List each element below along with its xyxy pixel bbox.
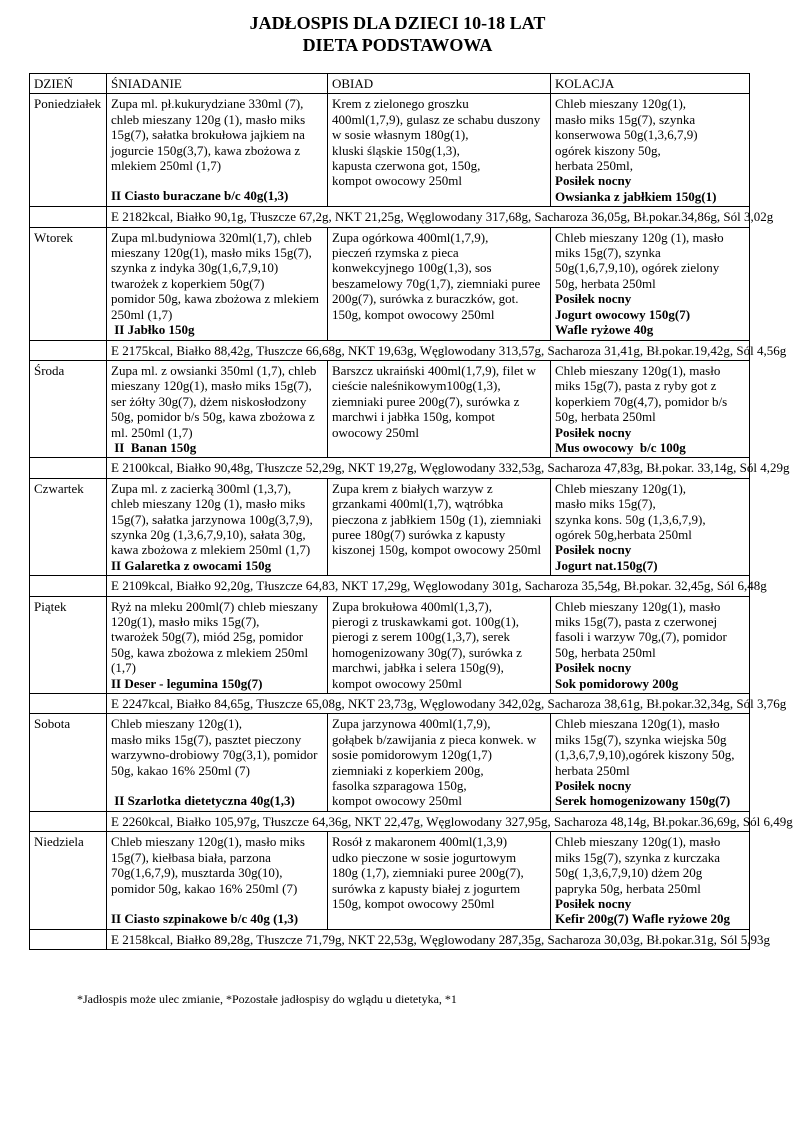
breakfast-cell-line: 70g(1,6,7,9), musztarda 30g(10), [111, 865, 283, 881]
lunch-cell-line: 150g, kompot owocowy 250ml [332, 895, 495, 911]
lunch-cell-line: marchwi, jabłka i selera 150g(9), [332, 660, 504, 676]
breakfast-cell-line: (1,7) [111, 660, 136, 676]
nutrition-summary: E 2247kcal, Białko 84,65g, Tłuszcze 65,08g, NKT 23,73g, Węglowodany 342,02g, Sacharoza 38,61g, Bł.pokar.32,34g, Sól 3,76g [107, 694, 750, 714]
dinner-cell-line: 50g, herbata 250ml [555, 275, 656, 291]
dinner-cell [551, 714, 750, 811]
breakfast-cell-line: ser żółty 30g(7), dżem niskosłodzony [111, 393, 307, 409]
lunch-cell-line: Zupa jarzynowa 400ml(1,7,9), [332, 716, 491, 732]
spacer [111, 173, 323, 188]
dinner-cell-line: koperkiem 70g(4,7), pomidor b/s [555, 393, 728, 409]
dinner-cell [551, 94, 750, 207]
day-name: Środa [30, 360, 107, 457]
breakfast-cell-bold-line: II Ciasto szpinakowe b/c 40g (1,3) [111, 910, 299, 926]
breakfast-cell [107, 94, 328, 207]
breakfast-cell-line: 50g, pomidor b/s 50g, kawa zbożowa z [111, 409, 315, 425]
dinner-cell-line: (1,3,6,7,9,10),ogórek kiszony 50g, [555, 747, 735, 763]
breakfast-cell-line: szynka z indyka 30g(1,6,7,9,10) [111, 260, 279, 276]
lunch-cell-line: udko pieczone w sosie jogurtowym [332, 849, 517, 865]
dinner-cell-bold-line: Posiłek nocny [555, 173, 632, 189]
breakfast-cell-line: Zupa ml. pł.kukurydziane 330ml (7), [111, 96, 304, 112]
dinner-cell-line: Chleb mieszany 120g (1), masło [555, 229, 724, 245]
dinner-cell-line: konserwowa 50g(1,3,6,7,9) [555, 127, 698, 143]
dinner-cell-bold-line: Mus owocowy b/c 100g [555, 439, 686, 455]
dinner-cell-bold-line: Owsianka z jabłkiem 150g(1) [555, 188, 717, 204]
breakfast-cell [107, 360, 328, 457]
breakfast-cell [107, 832, 328, 929]
dinner-cell [551, 832, 750, 929]
breakfast-cell-line: 250ml (1,7) [111, 306, 173, 322]
lunch-cell [328, 478, 551, 575]
breakfast-cell-line: pomidor 50g, kawa zbożowa z mlekiem [111, 291, 319, 307]
breakfast-cell-bold-line: II Szarlotka dietetyczna 40g(1,3) [111, 793, 295, 809]
breakfast-cell [107, 478, 328, 575]
dinner-cell-line: Chleb mieszana 120g(1), masło [555, 716, 720, 732]
lunch-cell-line: Zupa krem z białych warzyw z [332, 480, 493, 496]
day-name: Wtorek [30, 227, 107, 340]
lunch-cell-line: 200g(7), surówka z buraczków, got. [332, 291, 519, 307]
breakfast-cell-line: 120g(1), masło miks 15g(7), [111, 614, 260, 629]
dinner-cell-line: ogórek kiszony 50g, [555, 142, 661, 158]
nutrition-summary: E 2182kcal, Białko 90,1g, Tłuszcze 67,2g, NKT 21,25g, Węglowodany 317,68g, Sacharoza 36,05g, Bł.pokar.34,86g, Sól 3,02g [107, 207, 750, 227]
lunch-cell-line: gołąbek b/zawijania z pieca konwek. w [332, 731, 537, 747]
dinner-cell-bold-line: Jogurt nat.150g(7) [555, 557, 658, 573]
lunch-cell-line: w sosie własnym 180g(1), [332, 127, 469, 143]
breakfast-cell-bold-line: II Galaretka z owocami 150g [111, 557, 272, 573]
column-header-lunch: OBIAD [328, 74, 551, 94]
breakfast-cell [107, 714, 328, 811]
lunch-cell-line: owocowy 250ml [332, 424, 420, 440]
dinner-cell-line: miks 15g(7), szynka wiejska 50g [555, 731, 727, 747]
lunch-cell-line: ziemniaki z koperkiem 200g, [332, 762, 484, 778]
nutrition-spacer-cell [30, 929, 107, 949]
dinner-cell-line: Chleb mieszany 120g(1), masło [555, 362, 721, 378]
dinner-cell-bold-line: Posiłek nocny [555, 424, 632, 440]
nutrition-row [30, 929, 750, 949]
dinner-cell-bold-line: Posiłek nocny [555, 778, 632, 794]
dinner-cell-line: Chleb mieszany 120g(1), masło [555, 834, 721, 850]
nutrition-spacer-cell [30, 576, 107, 596]
breakfast-cell-line: Zupa ml. z zacierką 300ml (1,3,7), [111, 480, 292, 496]
title-line-2: DIETA PODSTAWOWA [302, 35, 493, 55]
day-row [30, 360, 750, 457]
nutrition-row [30, 458, 750, 478]
lunch-cell-line: pieczeń rzymska z pieca [332, 245, 459, 261]
dinner-cell-line: 50g( 1,3,6,7,9,10) dżem 20g [555, 865, 703, 881]
lunch-cell-line: konwekcyjnego 100g(1,3), sos [332, 260, 492, 276]
nutrition-row [30, 576, 750, 596]
lunch-cell-line: kompot owocowy 250ml [332, 173, 462, 189]
spacer [111, 896, 323, 911]
nutrition-spacer-cell [30, 694, 107, 714]
dinner-cell-line: 50g(1,6,7,9,10), ogórek zielony [555, 260, 720, 276]
page-title [0, 12, 795, 56]
dinner-cell-line: masło miks 15g(7), szynka [555, 111, 696, 127]
lunch-cell-line: cieście naleśnikowym100g(1,3), [332, 378, 501, 394]
breakfast-cell-line: mieszany 120g(1), masło miks 15g(7), [111, 245, 312, 261]
footnote: *Jadłospis może ulec zmianie, *Pozostałe jadłospisy do wglądu u dietetyka, *1 [77, 992, 457, 1006]
dinner-cell-bold-line: Posiłek nocny [555, 542, 632, 558]
breakfast-cell-line: twarożek 50g(7), miód 25g, pomidor [111, 629, 304, 645]
day-row [30, 714, 750, 811]
day-name: Piątek [30, 596, 107, 693]
lunch-cell-line: ziemniaki puree 200g(7), surówka z [332, 393, 520, 409]
lunch-cell [328, 94, 551, 207]
lunch-cell-line: grzankami 400ml(1,7), wątróbka [332, 496, 504, 512]
day-row [30, 227, 750, 340]
day-name: Poniedziałek [30, 94, 107, 207]
lunch-cell-line: pierogi z serem 100g(1,3,7), serek [332, 629, 510, 645]
lunch-cell-line: kluski śląskie 150g(1,3), [332, 142, 460, 158]
lunch-cell-line: surówka z kapusty białej z jogurtem [332, 880, 521, 896]
breakfast-cell-line: Chleb mieszany 120g(1), masło miks [111, 834, 305, 850]
breakfast-cell-bold-line: II Ciasto buraczane b/c 40g(1,3) [111, 188, 289, 204]
dinner-cell-line: ogórek 50g,herbata 250ml [555, 526, 692, 542]
lunch-cell [328, 832, 551, 929]
menu-table [29, 73, 793, 950]
dinner-cell-line: miks 15g(7), szynka z kurczaka [555, 849, 720, 865]
menu-body [30, 94, 793, 950]
lunch-cell [328, 360, 551, 457]
nutrition-summary: E 2158kcal, Białko 89,28g, Tłuszcze 71,79g, NKT 22,53g, Węglowodany 287,35g, Sacharoza 30,03g, Bł.pokar.31g, Sól 5,93g [107, 929, 750, 949]
breakfast-cell-line: pomidor 50g, kakao 16% 250ml (7) [111, 880, 298, 896]
dinner-cell-line: herbata 250ml [555, 762, 630, 778]
breakfast-cell-line: Zupa ml.budyniowa 320ml(1,7), chleb [111, 229, 312, 245]
lunch-cell-line: Zupa brokułowa 400ml(1,3,7), [332, 598, 492, 614]
breakfast-cell-line: Chleb mieszany 120g(1), [111, 716, 243, 732]
nutrition-spacer-cell [30, 207, 107, 227]
nutrition-spacer-cell [30, 458, 107, 478]
dinner-cell-bold-line: Serek homogenizowany 150g(7) [555, 793, 731, 809]
breakfast-cell-line: masło miks 15g(7), pasztet pieczony [111, 731, 302, 747]
dinner-cell-line: miks 15g(7), pasta z czerwonej [555, 614, 718, 629]
breakfast-cell-line: 50g, kakao 16% 250ml (7) [111, 762, 251, 778]
lunch-cell [328, 227, 551, 340]
lunch-cell-line: homogenizowany 30g(7), surówka z [332, 644, 522, 660]
lunch-cell-line: pierogi z truskawkami got. 100g(1), [332, 614, 520, 629]
lunch-cell-line: beszamelowy 70g(1,7), ziemniaki puree [332, 275, 541, 291]
lunch-cell-line: kompot owocowy 250ml [332, 675, 462, 691]
dinner-cell [551, 227, 750, 340]
day-row [30, 596, 750, 693]
lunch-cell [328, 596, 551, 693]
lunch-cell-line: sosie pomidorowym 120g(1,7) [332, 747, 492, 763]
breakfast-cell-line: szynka 20g (1,3,6,7,9,10), sałata 30g, [111, 526, 306, 542]
breakfast-cell-line: 50g, kawa zbożowa z mlekiem 250ml [111, 644, 309, 660]
dinner-cell-bold-line: Posiłek nocny [555, 291, 632, 307]
dinner-cell-bold-line: Sok pomidorowy 200g [555, 675, 679, 691]
day-row [30, 478, 750, 575]
breakfast-cell-line: Zupa ml. z owsianki 350ml (1,7), chleb [111, 362, 317, 378]
breakfast-cell-line: chleb mieszany 120g (1), masło miks [111, 496, 306, 512]
breakfast-cell-bold-line: II Banan 150g [111, 439, 197, 455]
breakfast-cell-line: ml. 250ml (1,7) [111, 424, 193, 440]
breakfast-cell-line: 15g(7), kiełbasa biała, parzona [111, 849, 271, 865]
lunch-cell-line: 150g, kompot owocowy 250ml [332, 306, 495, 322]
lunch-cell-line: Barszcz ukraiński 400ml(1,7,9), filet w [332, 362, 536, 378]
breakfast-cell-line: 15g(7), sałatka brokułowa jajkiem na [111, 127, 305, 143]
lunch-cell-line: 180g (1,7), ziemniaki puree 200g(7), [332, 865, 524, 881]
dinner-cell [551, 360, 750, 457]
breakfast-cell-line: chleb mieszany 120g (1), masło miks [111, 111, 306, 127]
breakfast-cell [107, 596, 328, 693]
lunch-cell-line: kiszonej 150g, kompot owocowy 250ml [332, 542, 542, 558]
lunch-cell-line: kompot owocowy 250ml [332, 793, 462, 809]
nutrition-summary: E 2260kcal, Białko 105,97g, Tłuszcze 64,36g, NKT 22,47g, Węglowodany 327,95g, Sacharoza 48,14g, Bł.pokar.36,69g, Sól 6,49g [107, 811, 750, 831]
breakfast-cell-line: warzywno-drobiowy 70g(3,1), pomidor [111, 747, 318, 763]
dinner-cell-line: papryka 50g, herbata 250ml [555, 880, 701, 896]
column-header-dinner: KOLACJA [551, 74, 750, 94]
day-name: Sobota [30, 714, 107, 811]
lunch-cell-line: Krem z zielonego groszku [332, 96, 469, 112]
dinner-cell [551, 596, 750, 693]
dinner-cell-bold-line: Kefir 200g(7) Wafle ryżowe 20g [555, 911, 730, 927]
column-header-breakfast: ŚNIADANIE [107, 74, 328, 94]
dinner-cell [551, 478, 750, 575]
nutrition-row [30, 340, 750, 360]
breakfast-cell-line: mlekiem 250ml (1,7) [111, 158, 222, 174]
nutrition-summary: E 2175kcal, Białko 88,42g, Tłuszcze 66,68g, NKT 19,63g, Węglowodany 313,57g, Sacharoza 31,41g, Bł.pokar.19,42g, Sól 4,56g [107, 340, 750, 360]
dinner-cell-line: Chleb mieszany 120g(1), masło [555, 598, 721, 614]
nutrition-summary: E 2109kcal, Białko 92,20g, Tłuszcze 64,83, NKT 17,29g, Węglowodany 301g, Sacharoza 35,54g, Bł.pokar. 32,45g, Sól 6,48g [107, 576, 750, 596]
dinner-cell-line: 50g, herbata 250ml [555, 409, 656, 425]
lunch-cell-line: 400ml(1,7,9), gulasz ze schabu duszony [332, 111, 541, 127]
breakfast-cell-line: kawa zbożowa z mlekiem 250ml (1,7) [111, 542, 311, 558]
column-header-day: DZIEŃ [30, 74, 107, 94]
breakfast-cell-line: Ryż na mleku 200ml(7) chleb mieszany [111, 598, 319, 614]
breakfast-cell-line: jogurcie 150g(3,7), kawa zbożowa z [111, 142, 301, 158]
lunch-cell-line: pieczona z jabłkiem 150g (1), ziemniaki [332, 511, 542, 527]
lunch-cell-line: kapusta czerwona got, 150g, [332, 158, 481, 174]
breakfast-cell-line: mieszany 120g(1), masło miks 15g(7), [111, 378, 312, 394]
dinner-cell-bold-line: Posiłek nocny [555, 660, 632, 676]
dinner-cell-line: Chleb mieszany 120g(1), [555, 480, 687, 496]
nutrition-spacer-cell [30, 340, 107, 360]
nutrition-summary: E 2100kcal, Białko 90,48g, Tłuszcze 52,29g, NKT 19,27g, Węglowodany 332,53g, Sacharoza 47,83g, Bł.pokar. 33,14g, Sól 4,29g [107, 458, 750, 478]
header-row [30, 74, 750, 94]
dinner-cell-line: 50g, herbata 250ml [555, 644, 656, 660]
lunch-cell-line: Rosół z makaronem 400ml(1,3,9) [332, 834, 508, 850]
dinner-cell-line: szynka kons. 50g (1,3,6,7,9), [555, 511, 706, 527]
dinner-cell-bold-line: Jogurt owocowy 150g(7) [555, 306, 691, 322]
dinner-cell-line: Chleb mieszany 120g(1), [555, 96, 687, 112]
breakfast-cell-bold-line: II Deser - legumina 150g(7) [111, 675, 263, 691]
title-line-1: JADŁOSPIS DLA DZIECI 10-18 LAT [249, 13, 546, 33]
day-name: Czwartek [30, 478, 107, 575]
lunch-cell-line: puree 180g(7) surówka z kapusty [332, 526, 506, 542]
nutrition-spacer-cell [30, 811, 107, 831]
nutrition-row [30, 811, 750, 831]
nutrition-row [30, 207, 750, 227]
breakfast-cell-bold-line: II Jabłko 150g [111, 322, 195, 338]
dinner-cell-line: masło miks 15g(7), [555, 496, 656, 512]
dinner-cell-line: fasoli i warzyw 70g,(7), pomidor [555, 629, 727, 645]
spacer [111, 778, 323, 793]
dinner-cell-line: miks 15g(7), pasta z ryby got z [555, 378, 717, 394]
dinner-cell-line: herbata 250ml, [555, 158, 633, 174]
day-row [30, 832, 750, 929]
lunch-cell [328, 714, 551, 811]
dinner-cell-line: miks 15g(7), szynka [555, 245, 661, 261]
nutrition-row [30, 694, 750, 714]
breakfast-cell-line: twarożek z koperkiem 50g(7) [111, 275, 265, 291]
breakfast-cell [107, 227, 328, 340]
dinner-cell-bold-line: Posiłek nocny [555, 895, 632, 911]
day-name: Niedziela [30, 832, 107, 929]
lunch-cell-line: marchwi i jabłka 150g, kompot [332, 409, 495, 425]
lunch-cell-line: fasolka szparagowa 150g, [332, 778, 467, 794]
breakfast-cell-line: 15g(7), sałatka jarzynowa 100g(3,7,9), [111, 511, 313, 527]
lunch-cell-line: Zupa ogórkowa 400ml(1,7,9), [332, 229, 489, 245]
dinner-cell-bold-line: Wafle ryżowe 40g [555, 322, 654, 338]
day-row [30, 94, 750, 207]
